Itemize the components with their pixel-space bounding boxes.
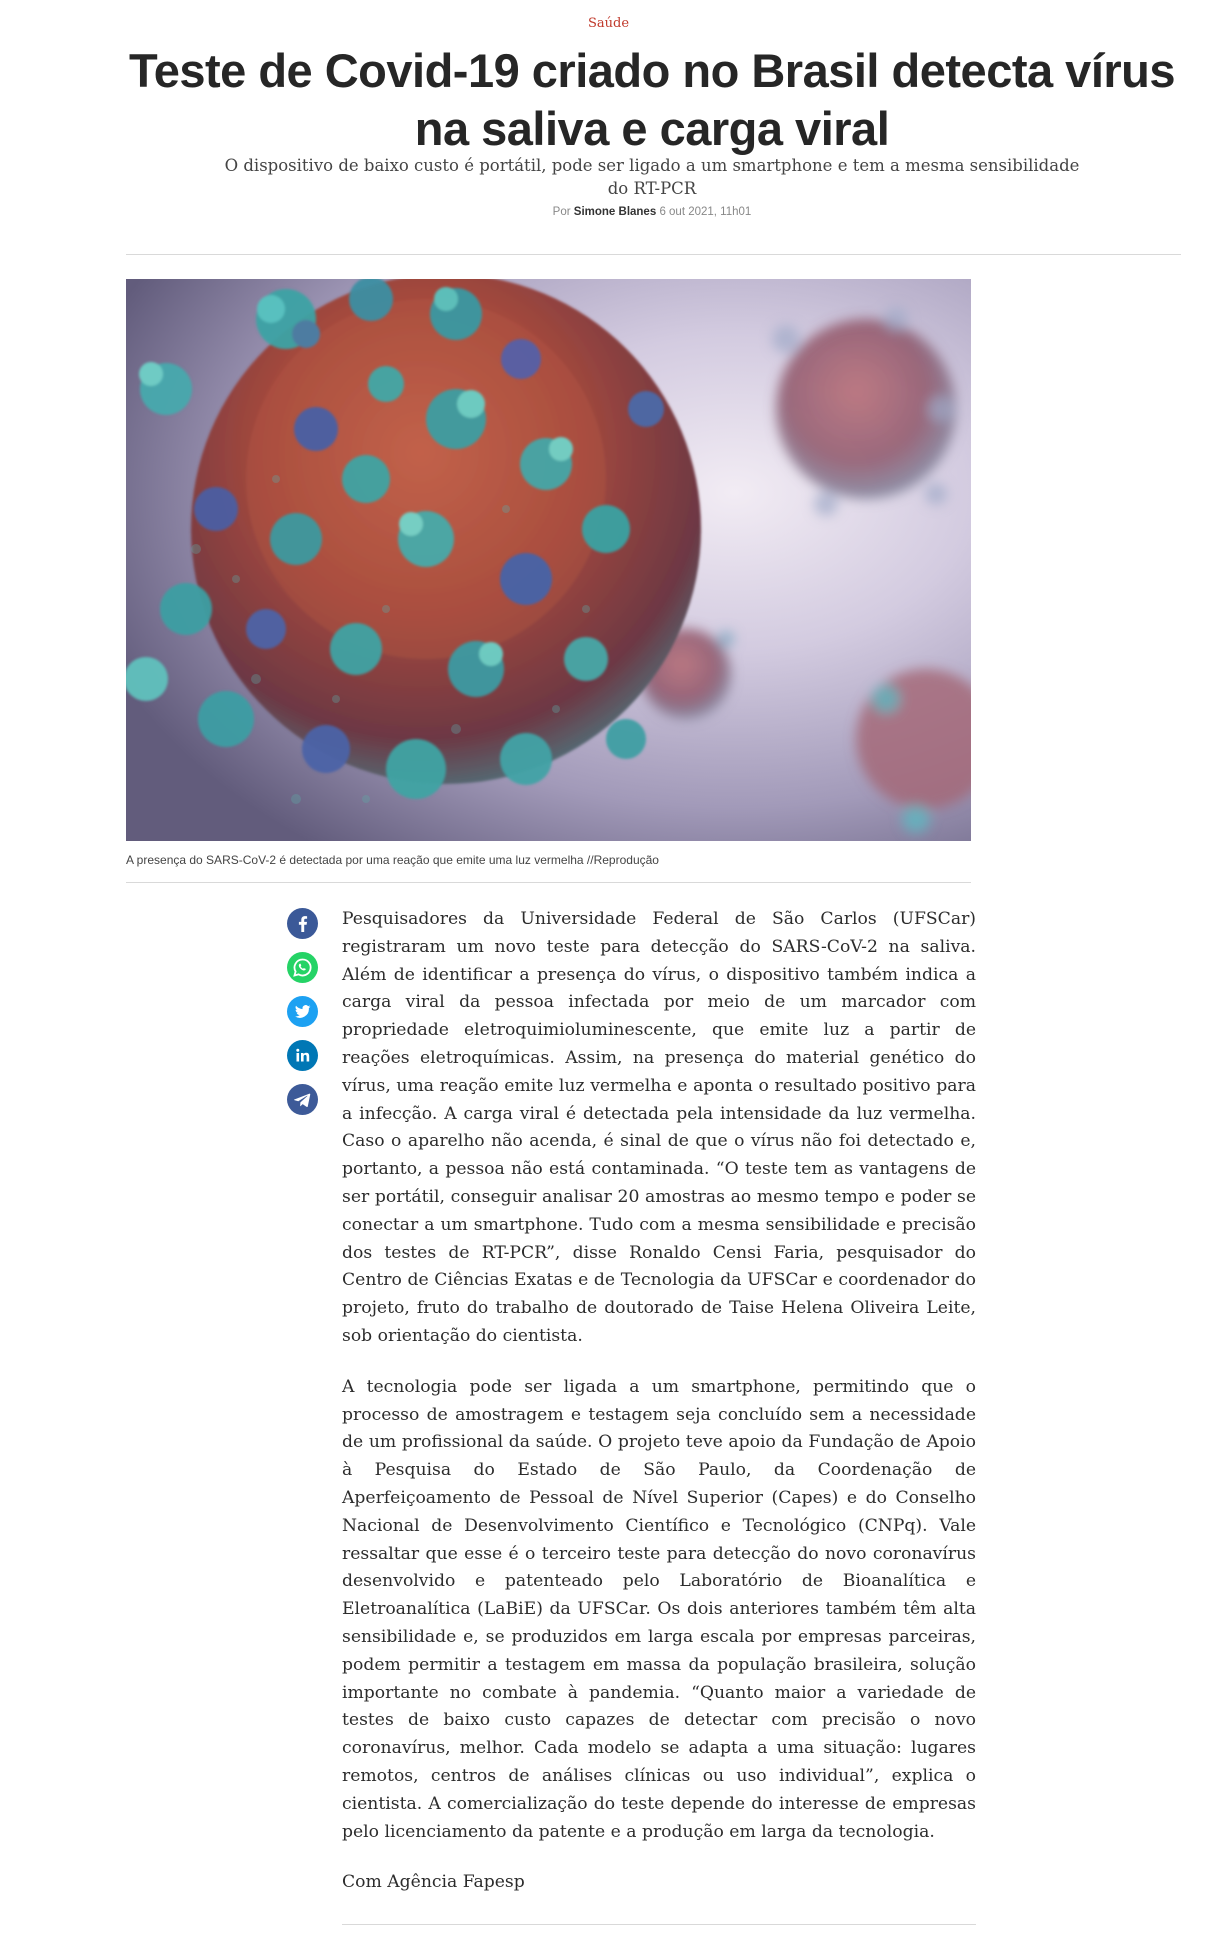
- facebook-icon: [287, 908, 318, 939]
- share-linkedin-button[interactable]: [287, 1040, 318, 1071]
- byline-author[interactable]: Simone Blanes: [573, 206, 657, 218]
- linkedin-icon: [287, 1040, 318, 1071]
- byline: [0, 206, 1217, 218]
- article-paragraph-2: A tecnologia pode ser ligada a um smartphone, permitindo que o processo de amostragem e testagem seja concluído sem a necessidade de um profissional da saúde. O projeto teve apoio da Fundação de Apoio à Pesquisa do Estado de São Paulo, da Coordenação de Aperfeiçoamento de Pessoal de Nível Superior (Capes) e do Conselho Nacional de Desenvolvimento Científico e Tecnológico (CNPq). Vale ressaltar que esse é o terceiro teste para detecção do novo coronavírus desenvolvido e patenteado pelo Laboratório de Bioanalítica e Eletroanalítica (LaBiE) da UFSCar. Os dois anteriores também têm alta sensibilidade e, se produzidos em larga escala por empresas parceiras, podem permitir a testagem em massa da população brasileira, solução importante no combate à pandemia. “Quanto maior a variedade de testes de baixo custo capazes de detectar com precisão o novo coronavírus, melhor. Cada modelo se adapta a uma situação: lugares remotos, centros de análises clínicas ou uso individual”, explica o cientista. A comercialização do teste depende do interesse de empresas pelo licenciamento da patente e a produção em larga da tecnologia.: [342, 1376, 976, 1842]
- whatsapp-icon: [287, 952, 318, 983]
- byline-prefix: Por: [552, 206, 571, 218]
- twitter-icon: [287, 996, 318, 1027]
- article-end-divider: [342, 1924, 976, 1925]
- article-category[interactable]: Saúde: [587, 16, 630, 31]
- image-caption: A presença do SARS-CoV-2 é detectada por uma reação que emite uma luz vermelha //Reprodução: [126, 853, 659, 867]
- article-subtitle: O dispositivo de baixo custo é portátil, pode ser ligado a um smartphone e tem a mesma sensibilidade do RT-PCR: [224, 156, 1080, 198]
- share-telegram-button[interactable]: [287, 1084, 318, 1115]
- share-facebook-button[interactable]: [287, 908, 318, 939]
- header-divider: [126, 254, 1181, 255]
- hero-image-virus: [126, 279, 971, 841]
- telegram-icon: [287, 1084, 318, 1115]
- share-whatsapp-button[interactable]: [287, 952, 318, 983]
- article-body: [342, 906, 976, 1920]
- byline-date: 6 out 2021, 11h01: [659, 206, 752, 218]
- virus-illustration: [126, 279, 971, 841]
- article-credit: Com Agência Fapesp: [342, 1872, 525, 1893]
- article-paragraph-1: Pesquisadores da Universidade Federal de São Carlos (UFSCar) registraram um novo teste para detecção do SARS-CoV-2 na saliva. Além de identificar a presença do vírus, o dispositivo também indica a carga viral da pessoa infectada por meio de um marcador com propriedade eletroquimioluminescente, que emite luz a partir de reações eletroquímicas. Assim, na presença do material genético do vírus, uma reação emite luz vermelha e aponta o resultado positivo para a infecção. A carga viral é detectada pela intensidade da luz vermelha. Caso o aparelho não acenda, é sinal de que o vírus não foi detectado e, portanto, a pessoa não está contaminada. “O teste tem as vantagens de ser portátil, conseguir analisar 20 amostras ao mesmo tempo e poder se conectar a um smartphone. Tudo com a mesma sensibilidade e precisão dos testes de RT-PCR”, disse Ronaldo Censi Faria, pesquisador do Centro de Ciências Exatas e de Tecnologia da UFSCar e coordenador do projeto, fruto do trabalho de doutorado de Taise Helena Oliveira Leite, sob orientação do cientista.: [342, 909, 976, 1346]
- share-twitter-button[interactable]: [287, 996, 318, 1027]
- article-title: Teste de Covid-19 criado no Brasil detecta vírus na saliva e carga viral: [128, 44, 1176, 155]
- caption-divider: [126, 882, 971, 883]
